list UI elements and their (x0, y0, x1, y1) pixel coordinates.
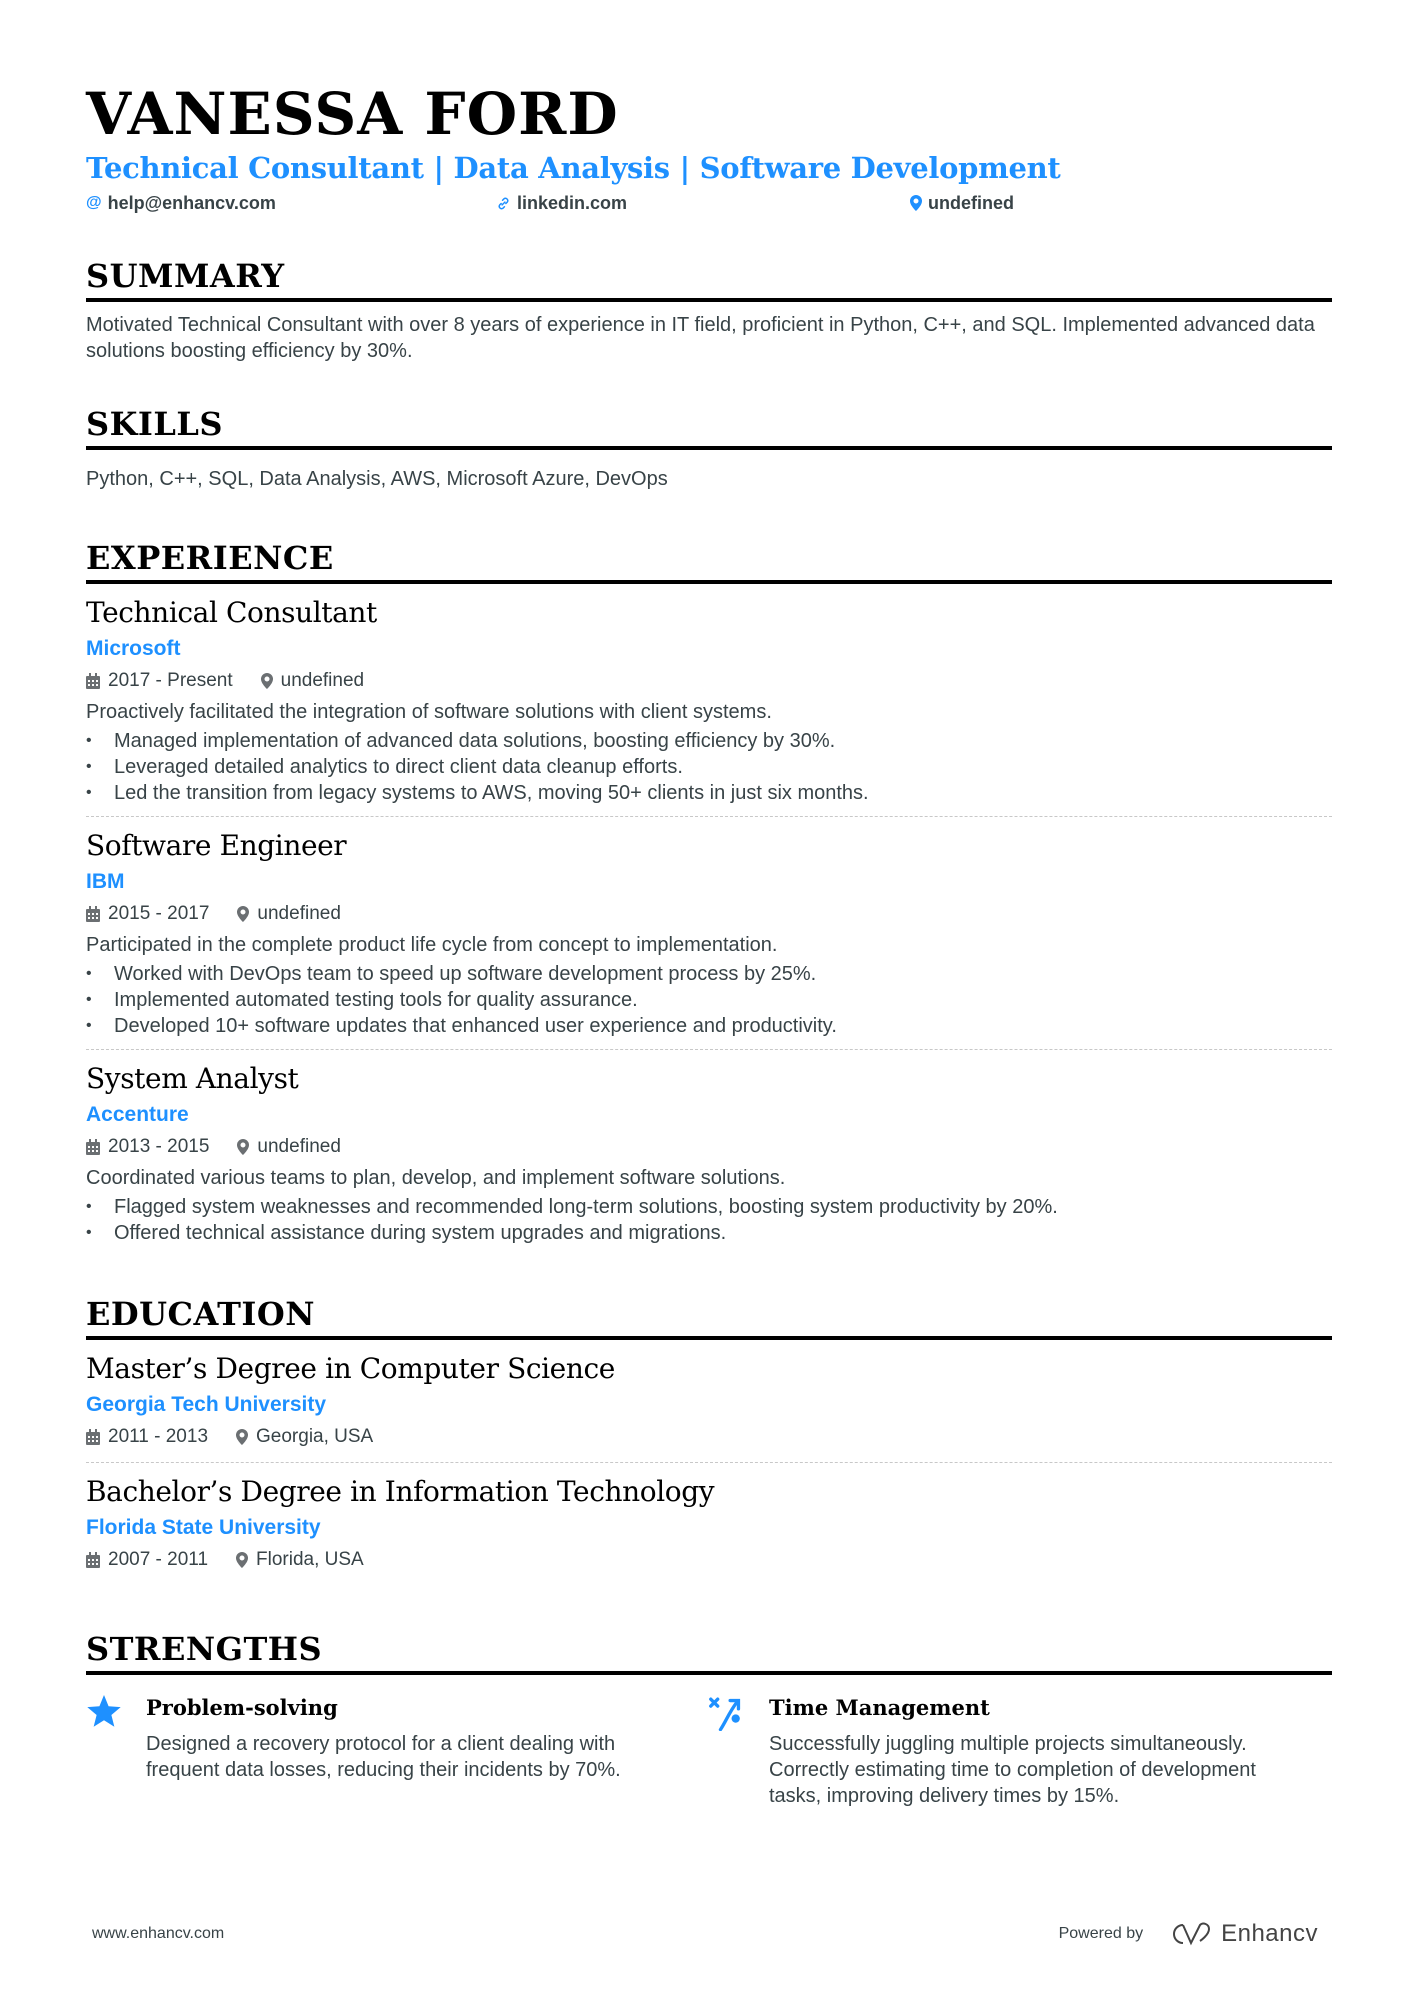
entry-dates: 2011 - 2013 (108, 1426, 209, 1447)
contact-location (910, 193, 1014, 214)
powered-by-label: Powered by (1058, 1925, 1144, 1942)
location-icon (261, 673, 273, 689)
entry-dates: 2015 - 2017 (108, 903, 210, 924)
calendar-icon (86, 1552, 100, 1568)
summary-section (86, 256, 1332, 364)
entry-dates: 2017 - Present (108, 670, 233, 691)
email-text: help@enhancv.com (107, 192, 276, 213)
experience-entry (86, 816, 1332, 1039)
summary-text: Motivated Technical Consultant with over 8 years of experience in IT field, proficient in Python, C++, and SQL. Implemented advanced data solutions boosting efficiency by 30%. (86, 314, 1315, 362)
entry-meta (86, 1422, 1332, 1452)
calendar-icon (86, 1429, 100, 1445)
brand-name: Enhancv (1221, 1920, 1318, 1947)
calendar-icon (86, 1139, 100, 1155)
school-name: Georgia Tech University (86, 1393, 327, 1416)
calendar-icon (86, 906, 100, 922)
strength-item (709, 1693, 1332, 1809)
contact-email[interactable] (86, 193, 496, 214)
entry-description: Coordinated various teams to plan, develop, and implement software solutions. (86, 1167, 786, 1189)
skills-text: Python, C++, SQL, Data Analysis, AWS, Microsoft Azure, DevOps (86, 468, 668, 490)
candidate-name: VANESSA FORD (86, 80, 619, 148)
link-icon (496, 196, 511, 211)
entry-location: Florida, USA (256, 1549, 364, 1570)
section-title-experience: EXPERIENCE (86, 539, 334, 577)
location-text: undefined (928, 192, 1014, 213)
strengths-section (86, 1629, 1332, 1809)
entry-meta (86, 666, 1332, 696)
skills-section (86, 404, 1332, 492)
strategy-icon (709, 1693, 769, 1809)
achievement-item: • Developed 10+ software updates that enhanced user experience and productivity. (86, 1013, 1332, 1039)
location-icon (910, 195, 922, 211)
entry-meta (86, 899, 1332, 929)
school-name: Florida State University (86, 1516, 321, 1539)
strengths-grid (86, 1693, 1332, 1809)
star-icon (86, 1693, 146, 1809)
entry-description: Participated in the complete product life cycle from concept to implementation. (86, 934, 778, 956)
achievement-list (86, 1194, 1332, 1246)
experience-entry (86, 584, 1332, 806)
achievement-item: • Flagged system weaknesses and recommended long-term solutions, boosting system productivity by 20%. (86, 1194, 1332, 1220)
section-title-skills: SKILLS (86, 405, 223, 443)
strength-title: Time Management (769, 1695, 990, 1720)
contact-linkedin[interactable] (496, 193, 910, 214)
achievement-item: • Implemented automated testing tools for quality assurance. (86, 987, 1332, 1013)
enhancv-logo-icon (1169, 1922, 1213, 1946)
entry-location: undefined (257, 903, 341, 924)
company-name: IBM (86, 870, 125, 893)
enhancv-brand-link[interactable] (1169, 1920, 1318, 1948)
entry-description: Proactively facilitated the integration of software solutions with client systems. (86, 701, 772, 723)
job-title: Technical Consultant (86, 596, 377, 629)
achievement-item: • Leveraged detailed analytics to direct client data cleanup efforts. (86, 754, 1332, 780)
at-icon: @ (86, 194, 102, 211)
job-title: Software Engineer (86, 829, 347, 862)
footer-website-link[interactable]: www.enhancv.com (92, 1925, 225, 1942)
company-name: Accenture (86, 1103, 189, 1126)
company-name: Microsoft (86, 637, 181, 660)
achievement-item: • Led the transition from legacy systems to AWS, moving 50+ clients in just six months. (86, 780, 1332, 806)
degree-title: Bachelor’s Degree in Information Technology (86, 1475, 715, 1508)
entry-location: undefined (257, 1136, 341, 1157)
entry-dates: 2013 - 2015 (108, 1136, 210, 1157)
headline: Technical Consultant | Data Analysis | Software Development (86, 151, 1061, 185)
achievement-item: • Worked with DevOps team to speed up software development process by 25%. (86, 961, 1332, 987)
location-icon (236, 1552, 248, 1568)
entry-dates: 2007 - 2011 (108, 1549, 209, 1570)
footer (92, 1920, 1318, 1948)
experience-entry (86, 1049, 1332, 1246)
strength-title: Problem-solving (146, 1695, 338, 1720)
job-title: System Analyst (86, 1062, 299, 1095)
section-divider (86, 1671, 1332, 1675)
section-divider (86, 298, 1332, 302)
location-icon (237, 1139, 249, 1155)
entry-meta (86, 1132, 1332, 1162)
location-icon (236, 1429, 248, 1445)
section-title-strengths: STRENGTHS (86, 1630, 323, 1668)
achievement-item: • Offered technical assistance during system upgrades and migrations. (86, 1220, 1332, 1246)
powered-by (1059, 1920, 1318, 1948)
entry-location: Georgia, USA (256, 1426, 374, 1447)
strength-description: Successfully juggling multiple projects simultaneously. Correctly estimating time to completion of development tasks, improving delivery times by 15%. (769, 1733, 1256, 1807)
education-entry (86, 1340, 1332, 1452)
education-entry (86, 1462, 1332, 1575)
resume-page (86, 78, 1332, 1809)
strength-item (86, 1693, 709, 1809)
entry-location: undefined (280, 670, 365, 691)
location-icon (237, 906, 249, 922)
section-title-education: EDUCATION (86, 1295, 315, 1333)
entry-meta (86, 1545, 1332, 1575)
achievement-list (86, 728, 1332, 806)
achievement-item: • Managed implementation of advanced data solutions, boosting efficiency by 30%. (86, 728, 1332, 754)
education-section (86, 1294, 1332, 1575)
experience-section (86, 538, 1332, 1246)
calendar-icon (86, 673, 100, 689)
section-title-summary: SUMMARY (86, 257, 285, 295)
contact-row (86, 190, 1332, 216)
section-divider (86, 446, 1332, 450)
degree-title: Master’s Degree in Computer Science (86, 1352, 615, 1385)
linkedin-text: linkedin.com (517, 192, 628, 213)
achievement-list (86, 961, 1332, 1039)
strength-description: Designed a recovery protocol for a client dealing with frequent data losses, reducing their incidents by 70%. (146, 1733, 621, 1781)
